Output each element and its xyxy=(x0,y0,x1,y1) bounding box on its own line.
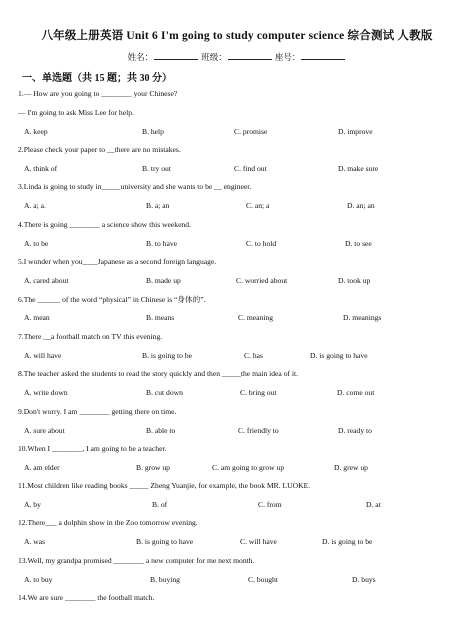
question-stem-line2: — I'm going to ask Miss Lee for help. xyxy=(18,108,134,117)
option-a: A. will have xyxy=(24,351,62,360)
option-b: B. help xyxy=(142,127,164,136)
option-d: D. meanings xyxy=(343,313,382,322)
option-c: C. from xyxy=(258,500,282,509)
option-b: B. able to xyxy=(146,426,176,435)
option-b: B. is going to have xyxy=(136,537,194,546)
question-stem: 11.Most children like reading books _____ Zheng Yuanjie, for example, the book MR. LUOKE. xyxy=(18,481,311,490)
option-d: D. improve xyxy=(338,127,373,136)
question-stem: 3.Linda is going to study in_____university and she wants to be __ engineer. xyxy=(18,182,252,191)
option-b: B. of xyxy=(152,500,168,509)
option-b: B. grow up xyxy=(136,463,170,472)
option-c: C. has xyxy=(244,351,263,360)
option-c: C. promise xyxy=(234,127,268,136)
option-a: A. a; a. xyxy=(24,201,46,210)
question-stem: 7.There __a football match on TV this evening. xyxy=(18,332,163,341)
option-d: D. is going to have xyxy=(310,351,368,360)
option-a: A. to be xyxy=(24,239,49,248)
seat-blank[interactable] xyxy=(301,51,345,60)
question-stem: 1.— How are you going to ________ your Chinese? xyxy=(18,89,178,98)
option-d: D. to see xyxy=(345,239,372,248)
option-c: C. to hold xyxy=(246,239,277,248)
option-a: A. sure about xyxy=(24,426,65,435)
option-d: D. grew up xyxy=(334,463,368,472)
question-stem: 12.There___ a dolphin show in the Zoo tomorrow evening. xyxy=(18,518,198,527)
page-title: 八年级上册英语 Unit 6 I'm going to study computer science 综合测试 人教版 xyxy=(41,30,433,42)
option-c: C. worried about xyxy=(236,276,288,285)
option-a: A. mean xyxy=(24,313,50,322)
option-c: C. find out xyxy=(234,164,267,173)
option-c: C. bring out xyxy=(240,388,277,397)
question-stem: 10.When I ________, I am going to be a teacher. xyxy=(18,444,167,453)
option-d: D. make sure xyxy=(338,164,379,173)
name-label: 姓名： xyxy=(127,52,154,62)
option-a: A. was xyxy=(24,537,46,546)
option-a: A. think of xyxy=(24,164,58,173)
name-blank[interactable] xyxy=(154,51,198,60)
question-stem: 6.The ______ of the word “physical” in Chinese is “身体的”. xyxy=(18,295,206,304)
option-a: A. cared about xyxy=(24,276,69,285)
option-b: B. means xyxy=(146,313,175,322)
seat-label: 座号： xyxy=(274,52,301,62)
option-c: C. friendly to xyxy=(238,426,279,435)
question-stem: 5.I wonder when you____Japanese as a second foreign language. xyxy=(18,257,217,266)
option-b: B. made up xyxy=(146,276,181,285)
option-d: D. at xyxy=(366,500,381,509)
option-c: C. bought xyxy=(248,575,278,584)
section-title: 一、单选题（共 15 题；共 30 分） xyxy=(22,73,172,84)
option-d: D. ready to xyxy=(338,426,372,435)
question-stem: 4.There is going ________ a science show this weekend. xyxy=(18,220,191,229)
question-stem: 8.The teacher asked the students to read the story quickly and then _____the main idea of it. xyxy=(18,369,299,378)
option-d: D. an; an xyxy=(347,201,375,210)
option-c: C. an; a xyxy=(246,201,270,210)
question-stem: 13.Well, my grandpa promised ________ a new computer for me next month. xyxy=(18,556,255,565)
option-b: B. try out xyxy=(142,164,171,173)
option-b: B. cut down xyxy=(146,388,183,397)
option-c: C. am going to grow up xyxy=(212,463,285,472)
question-stem: 9.Don't worry. I am ________ getting there on time. xyxy=(18,407,177,416)
option-d: D. is going to be xyxy=(322,537,373,546)
option-a: A. write down xyxy=(24,388,68,397)
option-b: B. is going to be xyxy=(142,351,192,360)
class-label: 班级： xyxy=(201,52,227,62)
option-a: A. keep xyxy=(24,127,48,136)
option-b: B. to have xyxy=(146,239,178,248)
option-a: A. am elder xyxy=(24,463,60,472)
option-b: B. a; an xyxy=(146,201,170,210)
option-a: A. to buy xyxy=(24,575,53,584)
option-a: A. by xyxy=(24,500,41,509)
option-d: D. come out xyxy=(337,388,375,397)
class-blank[interactable] xyxy=(228,51,272,60)
question-stem: 2.Please check your paper to __there are no mistakes. xyxy=(18,145,181,154)
question-stem: 14.We are sure ________ the football match. xyxy=(18,593,155,602)
student-info-line xyxy=(0,51,474,63)
option-c: C. meaning xyxy=(238,313,274,322)
option-c: C. will have xyxy=(240,537,277,546)
option-d: D. took up xyxy=(338,276,371,285)
option-d: D. buys xyxy=(352,575,376,584)
option-b: B. buying xyxy=(150,575,180,584)
